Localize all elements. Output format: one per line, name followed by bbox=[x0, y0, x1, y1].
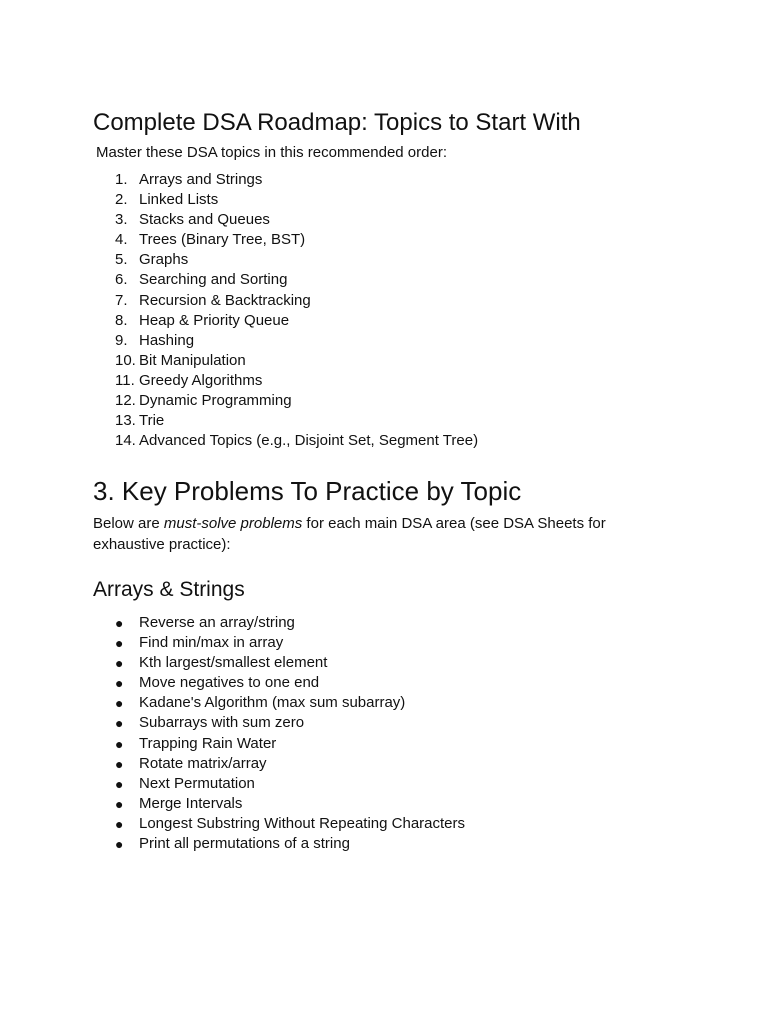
intro-emphasis: must-solve problems bbox=[163, 515, 303, 532]
bullet-icon: ● bbox=[115, 615, 124, 631]
list-number: 4. bbox=[115, 231, 128, 249]
problem-label: Kadane's Algorithm (max sum subarray) bbox=[139, 694, 406, 712]
arrays-strings-heading: Arrays & Strings bbox=[93, 578, 245, 601]
roadmap-heading: Complete DSA Roadmap: Topics to Start With bbox=[93, 109, 581, 136]
topic-label: Greedy Algorithms bbox=[139, 371, 263, 389]
topic-label: Advanced Topics (e.g., Disjoint Set, Segment Tree) bbox=[139, 432, 479, 450]
problem-label: Move negatives to one end bbox=[139, 674, 320, 692]
problem-label: Rotate matrix/array bbox=[139, 754, 267, 772]
problem-label: Reverse an array/string bbox=[139, 614, 295, 631]
bullet-icon: ● bbox=[115, 735, 124, 752]
problem-label: Next Permutation bbox=[139, 774, 255, 792]
topic-label: Dynamic Programming bbox=[139, 392, 292, 410]
list-number: 2. bbox=[115, 191, 128, 209]
list-number: 5. bbox=[115, 251, 128, 269]
list-number: 6. bbox=[115, 271, 128, 289]
roadmap-intro: Master these DSA topics in this recommended order: bbox=[96, 144, 447, 161]
problems-intro bbox=[93, 514, 653, 555]
problem-label: Merge Intervals bbox=[139, 794, 243, 812]
topic-label: Trie bbox=[139, 412, 165, 430]
problem-label: Subarrays with sum zero bbox=[139, 714, 305, 732]
list-number: 9. bbox=[115, 331, 128, 349]
topic-label: Trees (Binary Tree, BST) bbox=[139, 231, 306, 249]
topic-label: Stacks and Queues bbox=[139, 211, 270, 229]
bullet-icon: ● bbox=[115, 795, 124, 812]
list-number: 14. bbox=[115, 432, 136, 450]
bullet-icon: ● bbox=[115, 715, 124, 732]
topic-label: Graphs bbox=[139, 251, 189, 269]
topic-label: Bit Manipulation bbox=[139, 351, 246, 369]
topic-label: Arrays and Strings bbox=[139, 171, 263, 188]
intro-text-after: for each main DSA area (see DSA Sheets for exhaustive practice): bbox=[93, 515, 606, 553]
bullet-icon: ● bbox=[115, 695, 124, 712]
topic-label: Recursion & Backtracking bbox=[139, 291, 311, 309]
bullet-icon: ● bbox=[115, 635, 124, 652]
list-number: 10. bbox=[115, 351, 136, 369]
list-number: 11. bbox=[115, 371, 135, 389]
list-number: 1. bbox=[115, 171, 128, 188]
problem-label: Longest Substring Without Repeating Characters bbox=[139, 814, 466, 832]
bullet-icon: ● bbox=[115, 836, 124, 853]
list-number: 12. bbox=[115, 392, 136, 410]
bullet-icon: ● bbox=[115, 815, 124, 832]
topic-label: Searching and Sorting bbox=[139, 271, 288, 289]
list-number: 7. bbox=[115, 291, 128, 309]
problem-label: Print all permutations of a string bbox=[139, 835, 350, 853]
bullet-icon: ● bbox=[115, 775, 124, 792]
intro-text-before: Below are bbox=[93, 515, 164, 532]
bullet-icon: ● bbox=[115, 675, 124, 692]
list-number: 3. bbox=[115, 211, 128, 229]
bullet-icon: ● bbox=[115, 655, 124, 672]
bullet-icon: ● bbox=[115, 755, 124, 772]
problem-label: Find min/max in array bbox=[139, 634, 284, 652]
topic-label: Linked Lists bbox=[139, 191, 219, 209]
list-number: 8. bbox=[115, 311, 128, 329]
problems-heading: 3. Key Problems To Practice by Topic bbox=[93, 476, 522, 506]
topic-label: Heap & Priority Queue bbox=[139, 311, 290, 329]
topic-label: Hashing bbox=[139, 331, 195, 349]
problem-label: Trapping Rain Water bbox=[139, 734, 277, 752]
problem-label: Kth largest/smallest element bbox=[139, 654, 328, 672]
list-number: 13. bbox=[115, 412, 136, 430]
